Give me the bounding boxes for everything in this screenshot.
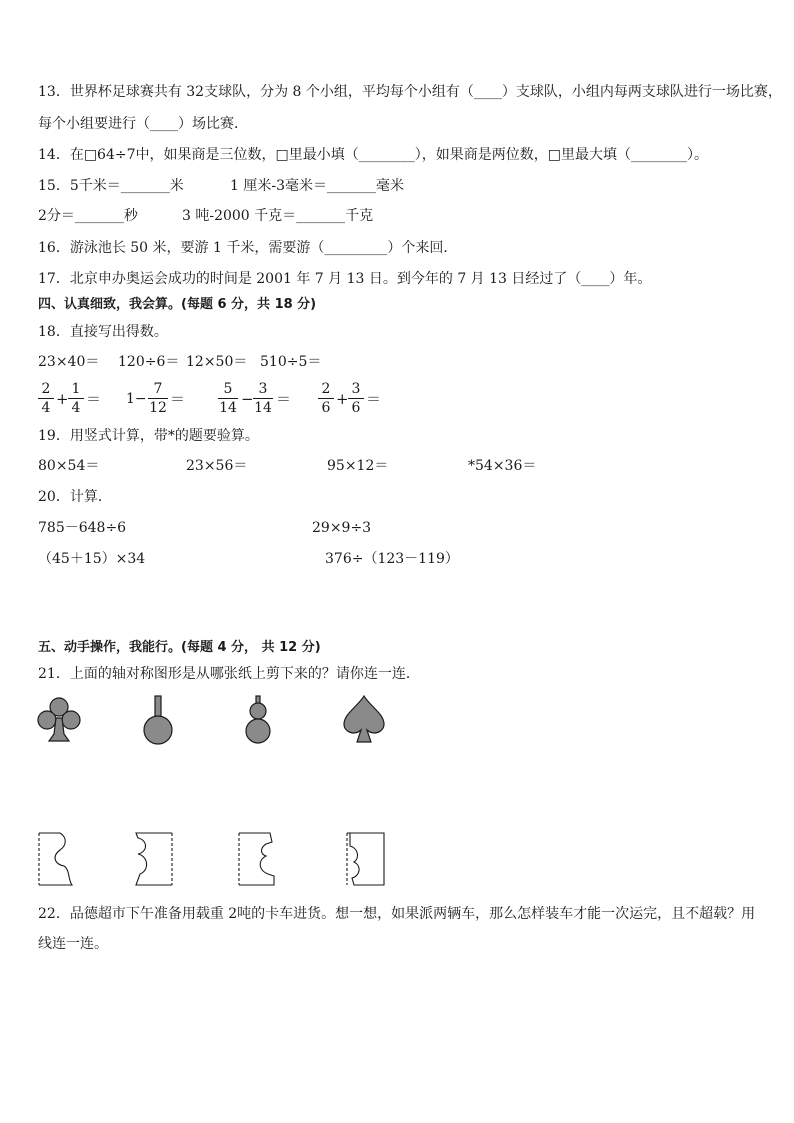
cut-paper-icon — [36, 830, 78, 888]
q19-item-1: 80×54＝ — [38, 458, 100, 474]
q20-item-2: 29×9÷3 — [312, 520, 372, 536]
spade-shape-icon — [340, 694, 388, 746]
cut-paper-icon — [134, 830, 176, 888]
q18-item-1: 23×40＝ — [38, 354, 100, 370]
q19-title: 19．用竖式计算，带*的题要验算。 — [38, 428, 259, 444]
q18-item-2: 120÷6＝ — [118, 354, 180, 370]
cut-paper-icon — [344, 830, 388, 888]
q13-line1: 13．世界杯足球赛共有 32支球队，分为 8 个小组，平均每个小组有（____）支球队，小组内每两支球队进行一场比赛， — [38, 84, 782, 100]
q19-item-4: *54×36＝ — [468, 458, 537, 474]
q20-item-1: 785－648÷6 — [38, 520, 127, 536]
q18-title: 18．直接写出得数。 — [38, 324, 168, 340]
q15-c: 2分＝_______秒 — [38, 208, 138, 224]
q18-item-3: 12×50＝ — [186, 354, 248, 370]
q17: 17．北京申办奥运会成功的时间是 2001 年 7 月 13 日。到今年的 7 月 13 日经过了（____）年。 — [38, 271, 652, 287]
bottle-shape-icon — [138, 694, 178, 746]
section-4-heading: 四、认真细致，我会算。(每题 6 分，共 18 分) — [38, 297, 317, 312]
gourd-shape-icon — [240, 694, 276, 746]
q18-item-4: 510÷5＝ — [260, 354, 322, 370]
q20-item-3: （45＋15）×34 — [38, 551, 146, 567]
q19-item-2: 23×56＝ — [186, 458, 248, 474]
q20-title: 20．计算． — [38, 489, 112, 505]
q21: 21．上面的轴对称图形是从哪张纸上剪下来的？请你连一连． — [38, 666, 420, 682]
q22-line2: 线连一连。 — [38, 936, 108, 952]
q13-line2: 每个小组要进行（____）场比赛． — [38, 116, 248, 132]
q22-line1: 22．品德超市下午准备用载重 2吨的卡车进货。想一想，如果派两辆车，那么怎样装车才能一次运完，且不超载？用 — [38, 906, 756, 922]
q15-b: 1 厘米-3毫米＝_______毫米 — [230, 178, 404, 194]
section-5-heading: 五、动手操作，我能行。(每题 4 分， 共 12 分) — [38, 640, 321, 655]
q15-d: 3 吨-2000 千克＝_______千克 — [182, 208, 374, 224]
q19-item-3: 95×12＝ — [327, 458, 389, 474]
q15-a: 15．5千米＝_______米 — [38, 178, 184, 194]
cut-paper-icon — [236, 830, 280, 888]
club-shape-icon — [36, 696, 82, 744]
q14: 14．在□64÷7中，如果商是三位数，□里最小填（________），如果商是两位数，□里最大填（________）。 — [38, 147, 708, 163]
q20-item-4: 376÷（123－119） — [325, 551, 459, 567]
q16: 16．游泳池长 50 米，要游 1 千米，需要游（_________）个来回． — [38, 240, 458, 256]
